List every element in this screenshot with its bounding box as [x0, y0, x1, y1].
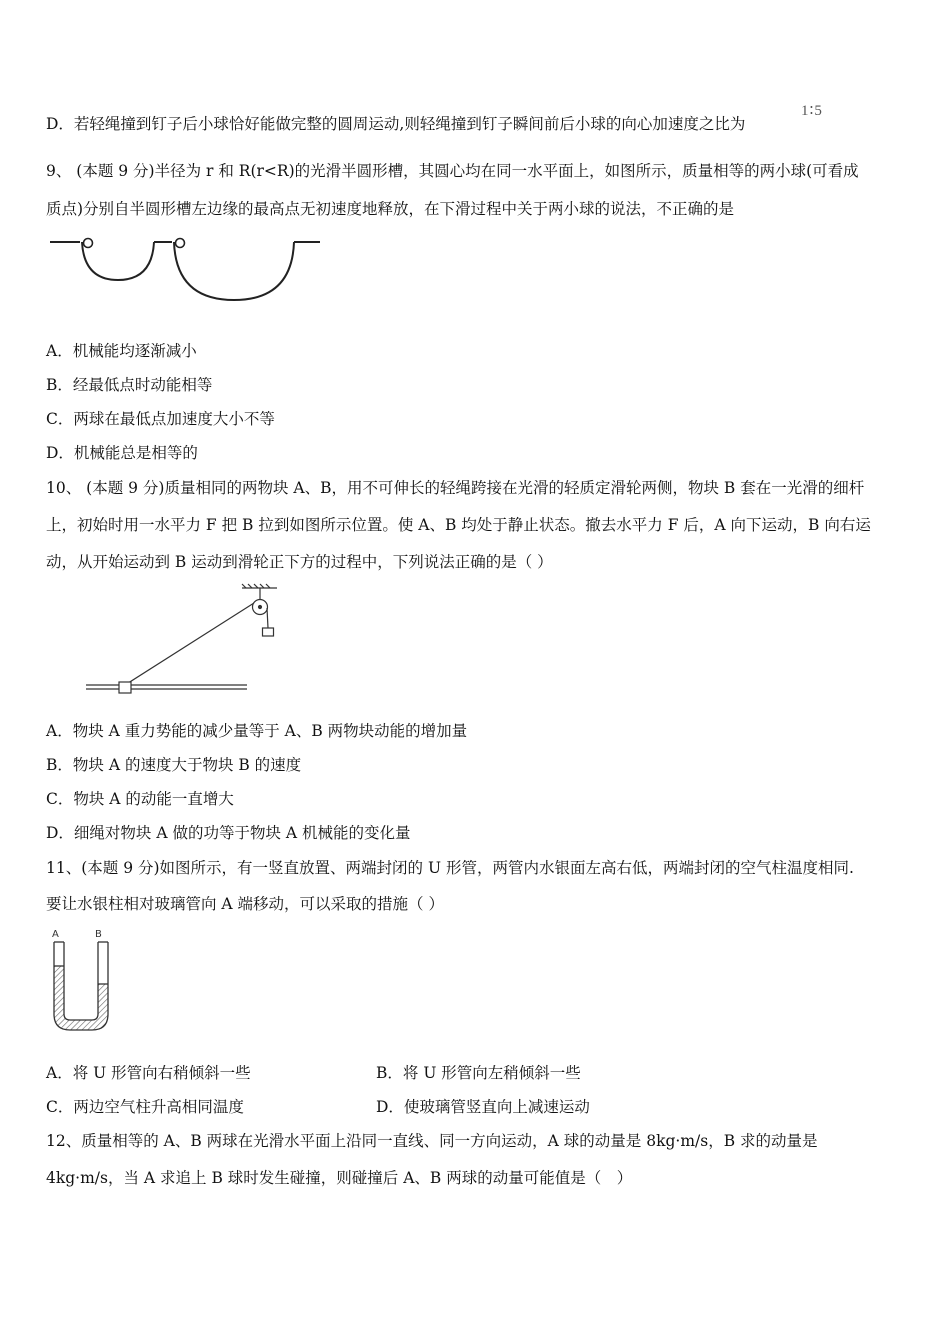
- q9-semicircle-grooves-figure: [48, 236, 328, 308]
- q11-option-c: C．两边空气柱升高相同温度: [46, 1098, 244, 1116]
- q9-option-c: C．两球在最低点加速度大小不等: [46, 410, 275, 428]
- q11-u-tube-figure: [44, 926, 114, 1034]
- q11-stem-line2: 要让水银柱相对玻璃管向 A 端移动，可以采取的措施（ ）: [46, 895, 444, 913]
- q10-option-d: D．细绳对物块 A 做的功等于物块 A 机械能的变化量: [46, 824, 411, 842]
- q10-option-c: C．物块 A 的动能一直增大: [46, 790, 234, 808]
- q9-option-b: B．经最低点时动能相等: [46, 376, 213, 394]
- q10-stem-line3: 动，从开始运动到 B 运动到滑轮正下方的过程中，下列说法正确的是（ ）: [46, 553, 553, 571]
- q11-option-b: B．将 U 形管向左稍倾斜一些: [376, 1064, 581, 1082]
- q8-option-d: D．若轻绳撞到钉子后小球恰好能做完整的圆周运动,则轻绳撞到钉子瞬间前后小球的向心加速度之比为: [46, 115, 746, 133]
- q12-stem-line2: 4kg·m/s，当 A 求追上 B 球时发生碰撞，则碰撞后 A、B 两球的动量可能值是（ ）: [46, 1169, 633, 1187]
- q11-label-b: B: [95, 929, 102, 940]
- q10-option-a: A．物块 A 重力势能的减少量等于 A、B 两物块动能的增加量: [46, 722, 468, 740]
- q9-stem-line2: 质点)分别自半圆形槽左边缘的最高点无初速度地释放，在下滑过程中关于两小球的说法，不正确的是: [46, 200, 735, 218]
- q9-stem-line1: 9、 (本题 9 分)半径为 r 和 R(r<R)的光滑半圆形槽，其圆心均在同一水平面上，如图所示，质量相等的两小球(可看成: [46, 162, 859, 180]
- q12-stem-line1: 12、质量相等的 A、B 两球在光滑水平面上沿同一直线、同一方向运动，A 球的动量是 8kg·m/s，B 求的动量是: [46, 1132, 818, 1150]
- q9-small-ball: [84, 239, 93, 248]
- q8-ratio: 1∶5: [801, 103, 823, 119]
- q10-stem-line1: 10、 (本题 9 分)质量相同的两物块 A、B，用不可伸长的轻绳跨接在光滑的轻质定滑轮两侧，物块 B 套在一光滑的细杆: [46, 479, 865, 497]
- q9-option-d: D．机械能总是相等的: [46, 444, 198, 462]
- q9-large-ball: [176, 239, 185, 248]
- q11-label-a: A: [52, 929, 59, 940]
- q10-option-b: B．物块 A 的速度大于物块 B 的速度: [46, 756, 302, 774]
- q11-stem-line1: 11、(本题 9 分)如图所示，有一竖直放置、两端封闭的 U 形管，两管内水银面左高右低，两端封闭的空气柱温度相同.: [46, 859, 854, 877]
- q9-option-a: A．机械能均逐渐减小: [46, 342, 197, 360]
- q10-stem-line2: 上，初始时用一水平力 F 把 B 拉到如图所示位置。使 A、B 均处于静止状态。撤去水平力 F 后，A 向下运动，B 向右运: [46, 516, 871, 534]
- q10-pulley-figure: [84, 584, 254, 696]
- q11-option-d: D．使玻璃管竖直向上减速运动: [376, 1098, 590, 1116]
- q11-option-a: A．将 U 形管向右稍倾斜一些: [46, 1064, 251, 1082]
